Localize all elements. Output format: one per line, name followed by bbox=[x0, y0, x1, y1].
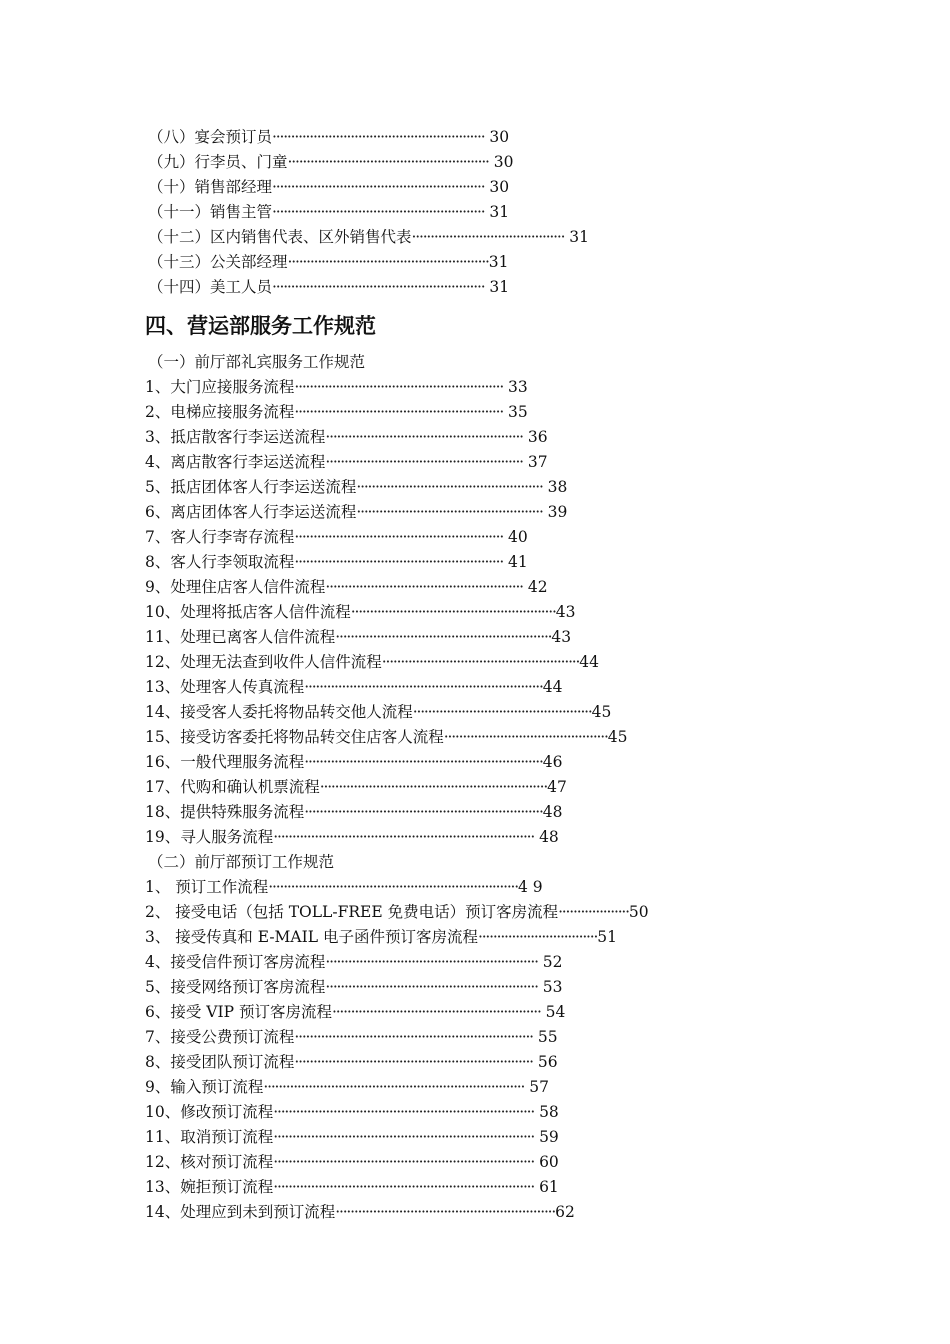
toc-entry: 12、处理无法查到收件人信件流程·····················································44 bbox=[145, 653, 600, 671]
toc-entry: 5、抵店团体客人行李运送流程·················································· 38 bbox=[145, 478, 568, 496]
toc-entry: 11、处理已离客人信件流程··························································43 bbox=[145, 628, 572, 646]
toc-entry: 9、输入预订流程······································································ 57 bbox=[145, 1078, 549, 1096]
toc-entry: 13、处理客人传真流程································································44 bbox=[145, 678, 563, 696]
toc-entry: （十）销售部经理························································· 30 bbox=[148, 178, 510, 196]
toc-entry: 7、客人行李寄存流程························································ 40 bbox=[145, 528, 528, 546]
toc-entry: （十一）销售主管························································· 31 bbox=[148, 203, 510, 221]
toc-entry: 2、电梯应接服务流程························································ 35 bbox=[145, 403, 528, 421]
toc-entry: 2、 接受电话（包括 TOLL-FREE 免费电话）预订客房流程···················50 bbox=[145, 903, 649, 921]
toc-entry: 12、核对预订流程······································································ 60 bbox=[145, 1153, 559, 1171]
toc-entry: 16、一般代理服务流程································································46 bbox=[145, 753, 563, 771]
toc-entry: 1、大门应接服务流程························································ 33 bbox=[145, 378, 528, 396]
toc-entry: 8、接受团队预订流程································································ 56 bbox=[145, 1053, 558, 1071]
toc-entry: 10、修改预订流程······································································ 58 bbox=[145, 1103, 559, 1121]
toc-entry: 8、客人行李领取流程························································ 41 bbox=[145, 553, 528, 571]
toc-entry: 15、接受访客委托将物品转交住店客人流程············································45 bbox=[145, 728, 628, 746]
toc-entry: 6、接受 VIP 预订客房流程························································ 54 bbox=[145, 1003, 566, 1021]
toc-entry: 19、寻人服务流程······································································ 48 bbox=[145, 828, 559, 846]
toc-entry: 4、离店散客行李运送流程····················································· 37 bbox=[145, 453, 548, 471]
toc-entry: 3、 接受传真和 E-MAIL 电子函件预订客房流程································51 bbox=[145, 928, 617, 946]
toc-entry: （九）行李员、门童······················································ 30 bbox=[148, 153, 514, 171]
toc-entry: （十四）美工人员························································· 31 bbox=[148, 278, 510, 296]
toc-entry: （十二）区内销售代表、区外销售代表········································· 31 bbox=[148, 228, 589, 246]
toc-entry: （十三）公关部经理······················································31 bbox=[148, 253, 509, 271]
toc-entry: 6、离店团体客人行李运送流程·················································· 39 bbox=[145, 503, 568, 521]
toc-entry: 13、婉拒预订流程······································································ 61 bbox=[145, 1178, 559, 1196]
toc-entry: 14、接受客人委托将物品转交他人流程················································45 bbox=[145, 703, 612, 721]
section-heading: 四、营运部服务工作规范 bbox=[145, 313, 376, 338]
toc-entry: 7、接受公费预订流程································································ 55 bbox=[145, 1028, 558, 1046]
subsection-title: （一）前厅部礼宾服务工作规范 bbox=[148, 353, 366, 371]
toc-entry: 10、处理将抵店客人信件流程·······················································43 bbox=[145, 603, 576, 621]
toc-entry: 18、提供特殊服务流程································································48 bbox=[145, 803, 563, 821]
toc-entry: 1、 预订工作流程···································································4 9 bbox=[145, 878, 543, 896]
toc-entry: 9、处理住店客人信件流程····················································· 42 bbox=[145, 578, 548, 596]
toc-entry: 3、抵店散客行李运送流程····················································· 36 bbox=[145, 428, 548, 446]
subsection-title: （二）前厅部预订工作规范 bbox=[148, 853, 335, 871]
toc-entry: （八）宴会预订员························································· 30 bbox=[148, 128, 510, 146]
toc-entry: 5、接受网络预订客房流程························································· 53 bbox=[145, 978, 563, 996]
toc-entry: 11、取消预订流程······································································ 59 bbox=[145, 1128, 559, 1146]
toc-entry: 4、接受信件预订客房流程························································· 52 bbox=[145, 953, 563, 971]
toc-entry: 17、代购和确认机票流程·····························································47 bbox=[145, 778, 567, 796]
toc-entry: 14、处理应到未到预订流程···························································62 bbox=[145, 1203, 575, 1221]
